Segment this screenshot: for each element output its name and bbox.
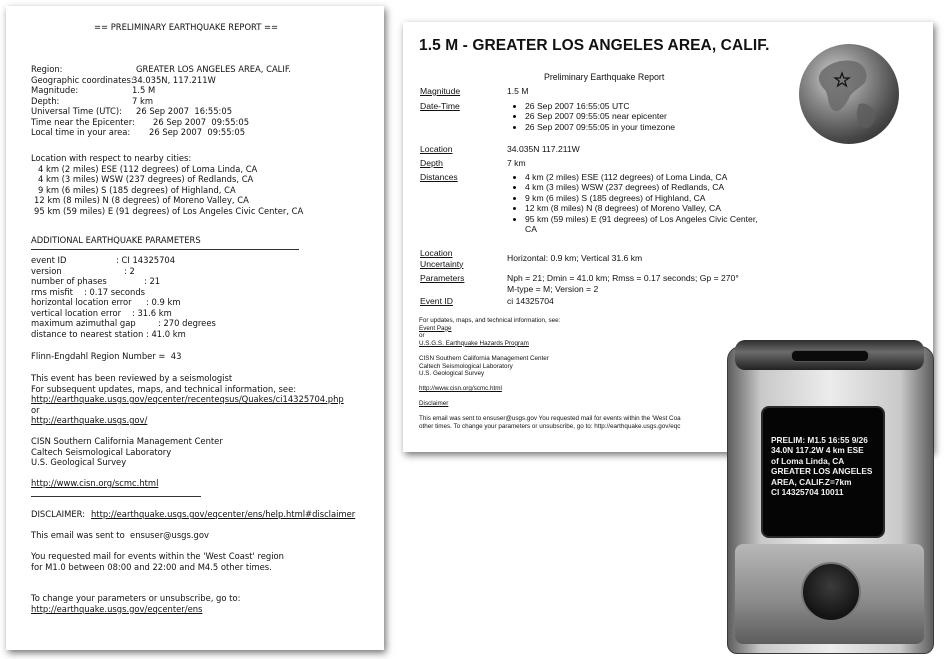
parameters-label[interactable]: Parameters	[420, 273, 465, 283]
param-label: vertical location error	[31, 307, 122, 318]
datetime-item: • 26 Sep 2007 09:55:05 in your timezone	[525, 122, 675, 132]
magnitude-value: 1.5 M	[507, 86, 529, 96]
param-label: number of phases	[31, 276, 107, 286]
param-value: : 270 degrees	[158, 318, 216, 328]
footer-sent-line: This email was sent to ensuser@usgs.gov You requested mail for events within the 'West Coa	[419, 415, 681, 422]
param-label: maximum azimuthal gap	[31, 318, 136, 328]
field-label-magnitude: Magnitude:	[31, 85, 79, 95]
org-name: CISN Southern California Management Center	[31, 436, 223, 446]
footer-change-line: other times. To change your parameters or unsubscribe, go to: http://earthquake.usgs.gov/eqc	[419, 422, 681, 430]
nav-key-button[interactable]	[801, 562, 861, 622]
distances-list	[507, 172, 758, 234]
footer-divider	[31, 496, 201, 497]
location-item: 95 km (59 miles) E (91 degrees) of Los Angeles Civic Center, CA	[34, 205, 304, 216]
field-label-local-time: Local time in your area:	[31, 127, 131, 137]
distance-item: • 12 km (8 miles) N (8 degrees) of Moreno Valley, CA	[525, 203, 758, 213]
field-value-magnitude: 1.5 M	[132, 85, 156, 95]
param-label: distance to nearest station	[31, 328, 144, 339]
plain-text-email-page	[6, 6, 384, 650]
param-value: : 0.9 km	[146, 297, 181, 307]
reviewed-note: This event has been reviewed by a seismologist	[31, 373, 233, 383]
field-value-region: GREATER LOS ANGELES AREA, CALIF.	[136, 64, 291, 74]
globe-map-image	[799, 44, 899, 144]
uncertainty-label-line-2[interactable]: Uncertainty	[420, 258, 464, 269]
field-value-depth: 7 km	[132, 95, 153, 106]
field-value-utc: 26 Sep 2007 16:55:05	[136, 106, 233, 116]
sms-line: AREA, CALIF.Z=7km	[771, 476, 852, 487]
sms-line: GREATER LOS ANGELES	[771, 466, 873, 477]
datetime-item: • 26 Sep 2007 09:55:05 near epicenter	[525, 111, 675, 121]
field-label-epicenter-time: Time near the Epicenter:	[31, 116, 135, 127]
field-label-depth: Depth:	[31, 95, 60, 106]
earpiece-icon	[791, 350, 869, 362]
footer-updates: For updates, maps, and technical information, see:	[419, 317, 561, 324]
datetime-label[interactable]: Date-Time	[420, 101, 460, 111]
param-label: event ID	[31, 255, 67, 265]
sent-to-line: This email was sent to ensuser@usgs.gov	[31, 530, 209, 540]
report-title: 1.5 M - GREATER LOS ANGELES AREA, CALIF.	[419, 37, 770, 54]
disclaimer-link[interactable]: Disclaimer	[419, 400, 449, 407]
datetime-item: • 26 Sep 2007 16:55:05 UTC	[525, 101, 675, 111]
distance-item-continued: CA	[525, 224, 537, 235]
ens-link[interactable]: http://earthquake.usgs.gov/eqcenter/ens	[31, 603, 203, 614]
distance-item: • 9 km (6 miles) S (185 degrees) of Highland, CA	[525, 193, 758, 203]
depth-value: 7 km	[507, 158, 526, 168]
parameters-line: Nph = 21; Dmin = 41.0 km; Rmss = 0.17 seconds; Gp = 270°	[507, 273, 739, 283]
distance-item: • 4 km (2 miles) ESE (112 degrees) of Loma Linda, CA	[525, 172, 758, 182]
updates-note: For subsequent updates, maps, and technical information, see:	[31, 383, 297, 394]
footer-org: CISN Southern California Management Center	[419, 355, 549, 362]
hazards-program-link[interactable]: U.S.G.S. Earthquake Hazards Program	[419, 339, 529, 347]
param-value: : 21	[144, 276, 161, 286]
datetime-list	[507, 101, 675, 132]
flinn-engdahl-number: Flinn-Engdahl Region Number = 43	[31, 351, 182, 361]
param-value: : CI 14325704	[116, 255, 176, 265]
location-heading: Location with respect to nearby cities:	[31, 153, 192, 163]
usgs-home-link[interactable]: http://earthquake.usgs.gov/	[31, 415, 148, 425]
cisn-link[interactable]: http://www.cisn.org/scmc.html	[31, 478, 159, 488]
param-label: horizontal location error	[31, 297, 132, 307]
params-heading: ADDITIONAL EARTHQUAKE PARAMETERS	[31, 235, 201, 245]
cisn-link[interactable]: http://www.cisn.org/scmc.html	[419, 385, 502, 392]
event-page-link[interactable]: http://earthquake.usgs.gov/eqcenter/recenteqsus/Quakes/ci14325704.php	[31, 394, 344, 404]
request-line: for M1.0 between 08:00 and 22:00 and M4.5 other times.	[31, 561, 272, 572]
field-value-epicenter-time: 26 Sep 2007 09:55:05	[153, 116, 250, 127]
location-item: 4 km (2 miles) ESE (112 degrees) of Loma Linda, CA	[38, 163, 258, 174]
magnitude-label[interactable]: Magnitude	[420, 86, 461, 96]
location-value: 34.035N 117.211W	[507, 144, 580, 154]
field-value-coordinates: 34.035N, 117.211W	[132, 74, 216, 85]
param-label: rms misfit	[31, 286, 73, 297]
param-value: : 41.0 km	[146, 328, 186, 339]
distances-label[interactable]: Distances	[420, 172, 458, 182]
disclaimer-label: DISCLAIMER:	[31, 509, 86, 519]
footer-org: Caltech Seismological Laboratory	[419, 362, 513, 370]
location-item: 9 km (6 miles) S (185 degrees) of Highland, CA	[38, 184, 236, 195]
distance-item: • 4 km (3 miles) WSW (237 degrees) of Redlands, CA	[525, 182, 758, 192]
uncertainty-label[interactable]: Location	[420, 248, 453, 258]
depth-label[interactable]: Depth	[420, 158, 443, 168]
sms-line: of Loma Linda, CA	[771, 455, 845, 466]
field-label-region: Region:	[31, 64, 63, 74]
params-divider	[31, 249, 299, 250]
footer-or: or	[419, 332, 425, 340]
flip-phone	[727, 340, 932, 652]
param-value: : 0.17 seconds	[84, 286, 146, 297]
uncertainty-value: Horizontal: 0.9 km; Vertical 31.6 km	[507, 253, 643, 263]
param-value: : 2	[124, 265, 135, 276]
disclaimer-link[interactable]: http://earthquake.usgs.gov/eqcenter/ens/help.html#disclaimer	[91, 509, 356, 519]
field-label-utc: Universal Time (UTC):	[31, 106, 122, 116]
request-line: You requested mail for events within the 'West Coast' region	[31, 551, 284, 561]
or-text: or	[31, 404, 40, 415]
sms-line: CI 14325704 10011	[771, 487, 844, 498]
location-item: 12 km (8 miles) N (8 degrees) of Moreno Valley, CA	[34, 195, 249, 205]
param-value: : 31.6 km	[132, 307, 172, 318]
email-header: == PRELIMINARY EARTHQUAKE REPORT ==	[94, 22, 279, 32]
phone-screen	[761, 406, 885, 538]
change-params-line: To change your parameters or unsubscribe, go to:	[31, 593, 241, 603]
field-label-coordinates: Geographic coordinates:	[31, 74, 134, 85]
report-subtitle: Preliminary Earthquake Report	[544, 72, 665, 82]
sms-line: PRELIM: M1.5 16:55 9/26	[771, 435, 868, 445]
field-value-local-time: 26 Sep 2007 09:55:05	[149, 127, 246, 137]
distance-item: • 95 km (59 miles) E (91 degrees) of Los Angeles Civic Center,	[525, 214, 758, 224]
location-label[interactable]: Location	[420, 144, 453, 154]
event-id-value: ci 14325704	[507, 296, 554, 306]
location-item: 4 km (3 miles) WSW (237 degrees) of Redlands, CA	[38, 174, 254, 184]
event-page-link[interactable]: Event Page	[419, 324, 452, 332]
sms-message	[771, 435, 879, 497]
footer-org: U.S. Geological Survey	[419, 370, 485, 378]
org-name: Caltech Seismological Laboratory	[31, 446, 172, 457]
sms-line: 34.0N 117.2W 4 km ESE	[771, 445, 864, 456]
org-name: U.S. Geological Survey	[31, 457, 127, 467]
event-id-label[interactable]: Event ID	[420, 296, 453, 306]
parameters-line: M-type = M; Version = 2	[507, 283, 599, 294]
param-label: version	[31, 265, 62, 276]
